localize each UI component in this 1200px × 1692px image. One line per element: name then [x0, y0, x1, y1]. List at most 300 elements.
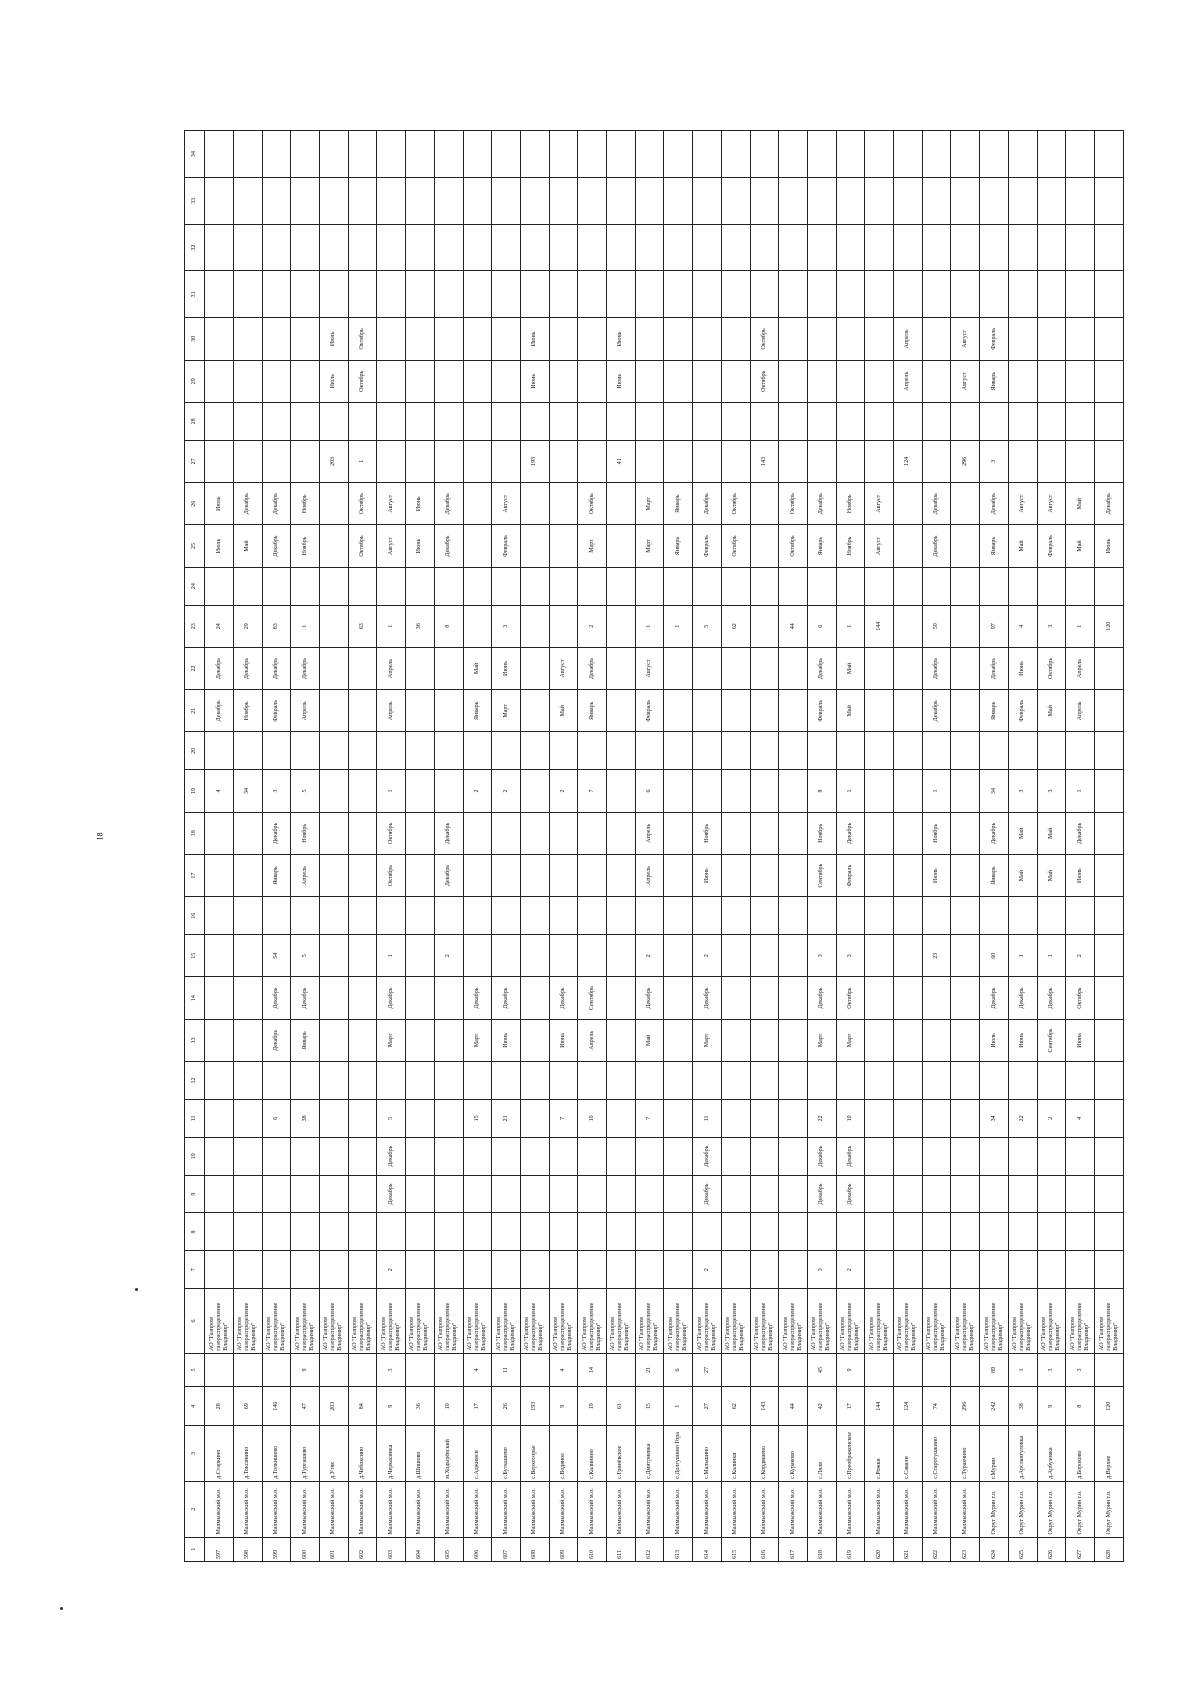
table-cell: [779, 177, 808, 224]
table-cell: [980, 897, 1009, 935]
table-row: [607, 131, 636, 1562]
table-cell: 609: [549, 1537, 578, 1561]
table-cell: Январь: [291, 1019, 320, 1061]
table-cell: [520, 647, 549, 689]
table-cell: [549, 1062, 578, 1100]
table-cell: Август: [635, 647, 664, 689]
table-cell: [1066, 1251, 1095, 1289]
table-cell: АО "Газпром газораспределение Владимир": [233, 1289, 262, 1354]
table-cell: 7: [578, 770, 607, 812]
table-cell: [865, 690, 894, 732]
table-cell: [291, 177, 320, 224]
table-cell: 2: [549, 770, 578, 812]
table-cell: [836, 360, 865, 402]
table-cell: [721, 271, 750, 318]
table-cell: Ноябрь: [836, 483, 865, 525]
table-cell: [578, 732, 607, 770]
table-cell: [205, 977, 234, 1019]
table-cell: [205, 360, 234, 402]
table-cell: АО "Газпром газораспределение Владимир": [750, 1289, 779, 1354]
table-cell: Январь: [578, 690, 607, 732]
column-number-32: 32: [185, 224, 205, 271]
table-cell: 69: [233, 1387, 262, 1426]
table-cell: 146: [262, 1387, 291, 1426]
table-cell: [980, 1213, 1009, 1251]
table-cell: Ноябрь: [836, 525, 865, 567]
table-cell: [463, 567, 492, 605]
table-cell: 1: [836, 770, 865, 812]
table-cell: Январь: [807, 525, 836, 567]
table-cell: [1095, 1175, 1124, 1213]
table-cell: АО "Газпром газораспределение Владимир": [894, 1289, 923, 1354]
table-cell: [434, 690, 463, 732]
table-cell: [836, 732, 865, 770]
table-cell: [693, 567, 722, 605]
table-cell: 3: [262, 770, 291, 812]
table-cell: [233, 440, 262, 482]
table-cell: [807, 1213, 836, 1251]
table-cell: Малмыжский м.о.: [434, 1481, 463, 1537]
table-cell: [607, 770, 636, 812]
table-cell: [520, 854, 549, 896]
table-cell: [578, 177, 607, 224]
table-cell: [635, 897, 664, 935]
table-cell: [492, 1062, 521, 1100]
table-cell: [492, 1213, 521, 1251]
table-cell: 619: [836, 1537, 865, 1561]
table-cell: Декабрь: [233, 483, 262, 525]
table-cell: АО "Газпром газораспределение Владимир": [463, 1289, 492, 1354]
table-cell: [721, 1251, 750, 1289]
table-cell: [807, 271, 836, 318]
table-cell: [463, 812, 492, 854]
table-cell: [1095, 402, 1124, 440]
table-cell: [951, 605, 980, 647]
table-cell: [434, 770, 463, 812]
table-cell: [721, 360, 750, 402]
table-cell: [434, 647, 463, 689]
table-cell: [1008, 360, 1037, 402]
table-cell: Декабрь: [1095, 483, 1124, 525]
table-cell: Октябрь: [348, 360, 377, 402]
table-cell: АО "Газпром газораспределение Владимир": [549, 1289, 578, 1354]
table-cell: [607, 977, 636, 1019]
table-cell: [750, 1099, 779, 1137]
table-cell: 26: [492, 1387, 521, 1426]
table-cell: 89: [980, 1353, 1009, 1386]
table-cell: Июнь: [607, 360, 636, 402]
header-row: [185, 131, 205, 1562]
table-cell: [320, 732, 349, 770]
table-cell: [205, 1175, 234, 1213]
table-cell: 8: [434, 605, 463, 647]
table-cell: [348, 1175, 377, 1213]
table-cell: [233, 1019, 262, 1061]
table-cell: [607, 935, 636, 977]
table-cell: [520, 525, 549, 567]
table-cell: [750, 131, 779, 178]
table-cell: [951, 1175, 980, 1213]
table-cell: 1: [1066, 605, 1095, 647]
table-cell: Декабрь: [291, 977, 320, 1019]
table-cell: [377, 177, 406, 224]
table-cell: [348, 935, 377, 977]
table-cell: [1037, 732, 1066, 770]
table-cell: [320, 1175, 349, 1213]
table-cell: [1066, 440, 1095, 482]
table-cell: АО "Газпром газораспределение Владимир": [693, 1289, 722, 1354]
table-cell: Октябрь: [578, 483, 607, 525]
table-cell: [664, 1175, 693, 1213]
table-cell: [693, 732, 722, 770]
table-cell: [492, 131, 521, 178]
table-cell: Февраль: [492, 525, 521, 567]
table-cell: [377, 567, 406, 605]
table-cell: [951, 1137, 980, 1175]
table-cell: [779, 690, 808, 732]
table-cell: Декабрь: [807, 1137, 836, 1175]
table-cell: 597: [205, 1537, 234, 1561]
table-cell: [520, 770, 549, 812]
table-cell: [348, 1213, 377, 1251]
table-cell: Малмыжский м.о.: [779, 1481, 808, 1537]
table-cell: д.Старкино: [205, 1426, 234, 1482]
table-cell: [578, 1175, 607, 1213]
table-cell: [463, 1175, 492, 1213]
table-cell: 4: [1066, 1099, 1095, 1137]
table-cell: АО "Газпром газораспределение Владимир": [578, 1289, 607, 1354]
table-cell: [348, 402, 377, 440]
table-cell: [894, 1019, 923, 1061]
table-cell: [434, 131, 463, 178]
table-cell: Август: [377, 483, 406, 525]
table-row: [233, 131, 262, 1562]
table-cell: [664, 567, 693, 605]
table-cell: [463, 1137, 492, 1175]
table-cell: Декабрь: [262, 1019, 291, 1061]
table-row: [492, 131, 521, 1562]
table-cell: Декабрь: [377, 977, 406, 1019]
table-cell: [1066, 271, 1095, 318]
table-cell: 27: [693, 1353, 722, 1386]
table-cell: [865, 1213, 894, 1251]
table-cell: АО "Газпром газораспределение Владимир": [520, 1289, 549, 1354]
table-cell: [492, 567, 521, 605]
table-cell: АО "Газпром газораспределение Владимир": [320, 1289, 349, 1354]
column-number-16: 16: [185, 897, 205, 935]
table-cell: [951, 977, 980, 1019]
table-cell: [865, 1137, 894, 1175]
table-cell: [894, 935, 923, 977]
table-cell: [607, 271, 636, 318]
table-cell: [1066, 402, 1095, 440]
table-cell: [406, 440, 435, 482]
table-cell: [951, 402, 980, 440]
table-cell: [750, 605, 779, 647]
table-row: [836, 131, 865, 1562]
table-cell: 1: [348, 440, 377, 482]
column-number-3: 3: [185, 1426, 205, 1482]
table-cell: [320, 605, 349, 647]
table-cell: [779, 1353, 808, 1386]
table-cell: [434, 1213, 463, 1251]
table-cell: [664, 1251, 693, 1289]
table-cell: 21: [492, 1099, 521, 1137]
table-cell: [693, 647, 722, 689]
table-cell: Июль: [205, 525, 234, 567]
table-cell: [635, 402, 664, 440]
table-cell: Декабрь: [291, 647, 320, 689]
table-cell: [520, 690, 549, 732]
table-cell: АО "Газпром газораспределение Владимир": [664, 1289, 693, 1354]
table-cell: [721, 567, 750, 605]
table-cell: Март: [492, 690, 521, 732]
table-cell: [348, 1099, 377, 1137]
table-cell: [348, 271, 377, 318]
table-cell: 627: [1066, 1537, 1095, 1561]
table-cell: [520, 812, 549, 854]
table-cell: [406, 647, 435, 689]
table-cell: [1095, 732, 1124, 770]
table-cell: [520, 1137, 549, 1175]
table-cell: 608: [520, 1537, 549, 1561]
table-cell: [205, 567, 234, 605]
table-cell: [549, 318, 578, 360]
table-cell: Ноябрь: [291, 525, 320, 567]
table-cell: [406, 1062, 435, 1100]
table-cell: АО "Газпром газораспределение Владимир": [951, 1289, 980, 1354]
table-cell: м.Ходырёвский: [434, 1426, 463, 1482]
table-cell: [779, 770, 808, 812]
table-cell: [750, 1062, 779, 1100]
column-number-22: 22: [185, 647, 205, 689]
table-cell: [635, 318, 664, 360]
table-cell: [492, 897, 521, 935]
table-cell: Июль: [320, 360, 349, 402]
table-cell: [635, 131, 664, 178]
table-cell: [693, 770, 722, 812]
table-row: [291, 131, 320, 1562]
table-cell: с.Старотушкино: [922, 1426, 951, 1482]
table-cell: 7: [635, 1099, 664, 1137]
table-cell: с.Кордяшево: [750, 1426, 779, 1482]
table-cell: Малмыжский м.о.: [664, 1481, 693, 1537]
table-cell: Декабрь: [922, 690, 951, 732]
table-cell: Декабрь: [262, 647, 291, 689]
scan-speck: [135, 1288, 138, 1291]
table-cell: Малмыжский м.о.: [205, 1481, 234, 1537]
table-cell: 17: [463, 1387, 492, 1426]
table-cell: с.Водяное: [549, 1426, 578, 1482]
table-cell: [922, 131, 951, 178]
table-cell: [635, 360, 664, 402]
table-cell: [377, 402, 406, 440]
table-cell: [549, 440, 578, 482]
table-cell: [348, 770, 377, 812]
table-cell: Октябрь: [1037, 647, 1066, 689]
table-cell: [922, 1251, 951, 1289]
table-cell: Май: [549, 690, 578, 732]
table-cell: 3: [807, 1251, 836, 1289]
table-cell: [607, 647, 636, 689]
table-cell: с.Гринёвское: [607, 1426, 636, 1482]
table-cell: Январь: [262, 854, 291, 896]
table-cell: [779, 567, 808, 605]
table-cell: [262, 177, 291, 224]
table-cell: [492, 440, 521, 482]
table-cell: [664, 1062, 693, 1100]
table-cell: 6: [635, 770, 664, 812]
table-row: [721, 131, 750, 1562]
table-cell: [635, 1062, 664, 1100]
table-cell: д.Токсинино: [233, 1426, 262, 1482]
table-cell: [520, 1099, 549, 1137]
table-cell: [951, 812, 980, 854]
table-cell: 613: [664, 1537, 693, 1561]
table-cell: [607, 812, 636, 854]
table-cell: [750, 732, 779, 770]
table-cell: [1066, 897, 1095, 935]
table-cell: [779, 360, 808, 402]
table-cell: [1095, 440, 1124, 482]
table-cell: [750, 854, 779, 896]
table-cell: [951, 224, 980, 271]
table-cell: [980, 131, 1009, 178]
table-cell: Январь: [980, 525, 1009, 567]
table-cell: Февраль: [836, 854, 865, 896]
table-cell: [320, 690, 349, 732]
table-cell: [922, 1353, 951, 1386]
table-cell: 242: [980, 1387, 1009, 1426]
table-cell: [779, 1019, 808, 1061]
table-cell: 124: [894, 440, 923, 482]
table-cell: [291, 732, 320, 770]
table-cell: [980, 402, 1009, 440]
table-cell: [607, 1019, 636, 1061]
table-cell: [578, 271, 607, 318]
table-cell: [607, 483, 636, 525]
table-cell: [377, 1213, 406, 1251]
table-cell: [1095, 177, 1124, 224]
table-cell: [664, 318, 693, 360]
table-cell: [291, 897, 320, 935]
table-cell: Декабрь: [807, 483, 836, 525]
table-cell: АО "Газпром газораспределение Владимир": [836, 1289, 865, 1354]
table-cell: 2: [377, 1251, 406, 1289]
table-cell: [348, 1137, 377, 1175]
table-cell: Декабрь: [434, 812, 463, 854]
table-cell: [951, 483, 980, 525]
table-cell: [320, 647, 349, 689]
table-cell: [721, 318, 750, 360]
table-cell: [693, 131, 722, 178]
table-cell: [1095, 1353, 1124, 1386]
table-cell: [980, 732, 1009, 770]
table-cell: [894, 1099, 923, 1137]
table-cell: [980, 224, 1009, 271]
table-cell: [951, 567, 980, 605]
column-number-1: 1: [185, 1537, 205, 1561]
table-cell: [894, 732, 923, 770]
table-cell: Апрель: [894, 318, 923, 360]
table-cell: [320, 897, 349, 935]
table-cell: [233, 1099, 262, 1137]
table-cell: Декабрь: [1037, 977, 1066, 1019]
table-cell: Март: [377, 1019, 406, 1061]
table-cell: [836, 318, 865, 360]
table-cell: [865, 647, 894, 689]
table-cell: [1095, 647, 1124, 689]
table-cell: [406, 690, 435, 732]
table-cell: [291, 402, 320, 440]
table-cell: [836, 271, 865, 318]
table-row: [1037, 131, 1066, 1562]
table-cell: [779, 977, 808, 1019]
table-cell: [607, 1213, 636, 1251]
table-cell: [377, 1062, 406, 1100]
table-cell: 36: [406, 605, 435, 647]
table-cell: [406, 854, 435, 896]
table-cell: [205, 1019, 234, 1061]
table-cell: Октябрь: [779, 483, 808, 525]
table-cell: [750, 525, 779, 567]
table-cell: [779, 131, 808, 178]
table-cell: [520, 935, 549, 977]
table-cell: [520, 977, 549, 1019]
table-cell: [434, 177, 463, 224]
table-cell: [1037, 1251, 1066, 1289]
table-cell: 614: [693, 1537, 722, 1561]
table-cell: [262, 1251, 291, 1289]
table-cell: 144: [865, 605, 894, 647]
table-cell: [348, 812, 377, 854]
table-cell: 601: [320, 1537, 349, 1561]
table-cell: [1037, 440, 1066, 482]
table-cell: Январь: [664, 525, 693, 567]
table-cell: [492, 402, 521, 440]
table-cell: [865, 1099, 894, 1137]
table-cell: [262, 318, 291, 360]
table-cell: 1: [1008, 1353, 1037, 1386]
column-number-25: 25: [185, 525, 205, 567]
table-cell: [406, 732, 435, 770]
table-cell: 38: [291, 1099, 320, 1137]
table-cell: д.Толкишево: [262, 1426, 291, 1482]
table-cell: [205, 854, 234, 896]
table-cell: [693, 1213, 722, 1251]
table-cell: [607, 567, 636, 605]
table-cell: Май: [1008, 525, 1037, 567]
table-cell: [492, 1137, 521, 1175]
table-cell: [463, 732, 492, 770]
table-cell: 193: [520, 1387, 549, 1426]
table-cell: Июнь: [520, 318, 549, 360]
table-cell: [951, 131, 980, 178]
table-cell: 5: [377, 1099, 406, 1137]
column-number-5: 5: [185, 1353, 205, 1386]
table-cell: [434, 897, 463, 935]
table-cell: [520, 1019, 549, 1061]
table-cell: [406, 812, 435, 854]
table-cell: [578, 897, 607, 935]
table-cell: [836, 177, 865, 224]
table-cell: [549, 402, 578, 440]
table-cell: Декабрь: [922, 647, 951, 689]
table-cell: [836, 1062, 865, 1100]
table-cell: Октябрь: [377, 812, 406, 854]
table-cell: [951, 897, 980, 935]
table-cell: [607, 732, 636, 770]
